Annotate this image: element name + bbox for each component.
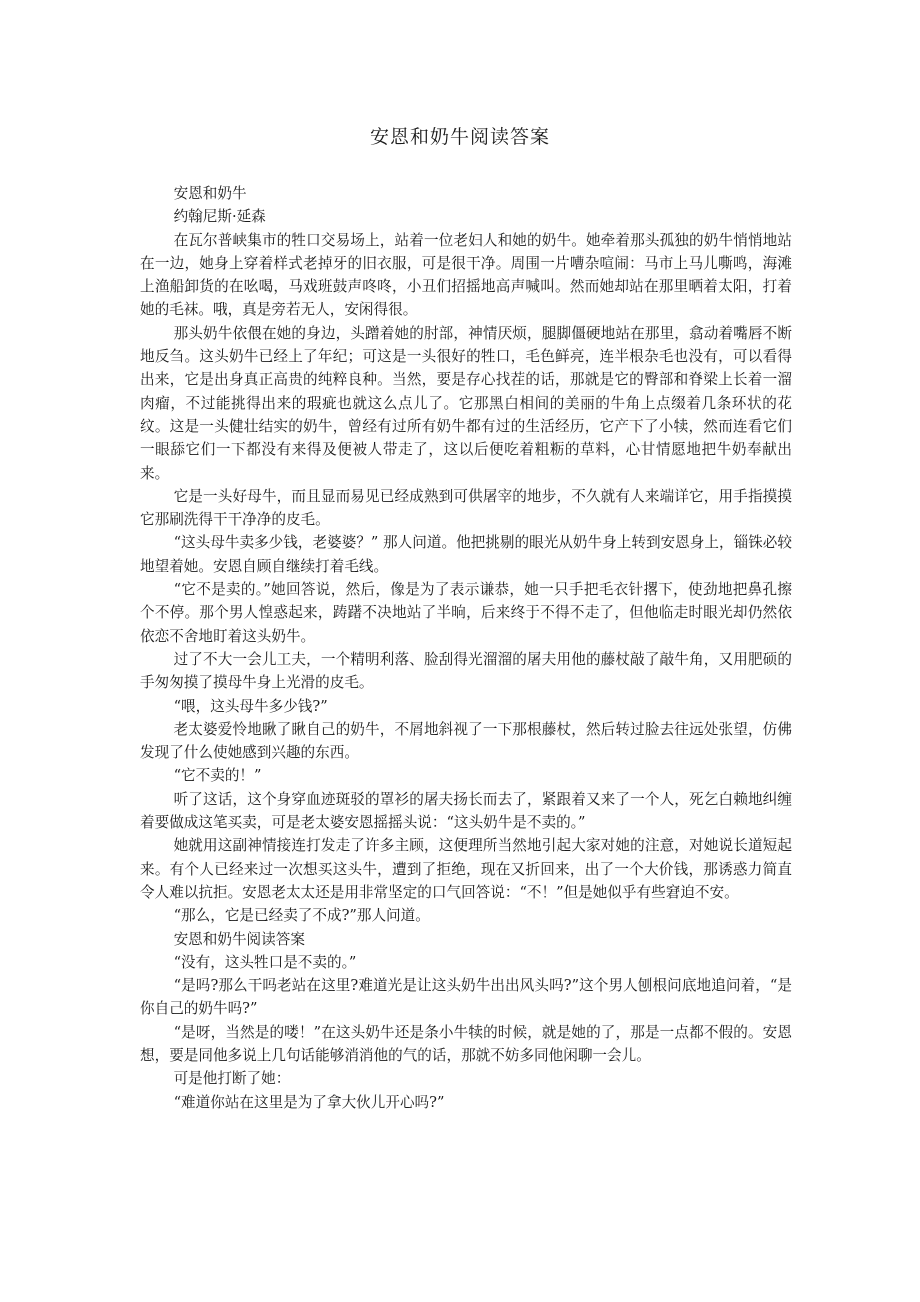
paragraph: 老太婆爱怜地瞅了瞅自己的奶牛，不屑地斜视了一下那根藤杖，然后转过脸去往远处张望，仿佛发现了什么使她感到兴趣的东西。 bbox=[140, 720, 792, 762]
paragraph: 那头奶牛依偎在她的身边，头蹭着她的肘部，神情厌烦，腿脚僵硬地站在那里，翕动着嘴唇不断地反刍。这头奶牛已经上了年纪；可这是一头很好的牲口，毛色鲜亮，连半根杂毛也没有，可以看得出来，它是出身真正高贵的纯粹良种。当然，要是存心找茬的话，那就是它的臀部和脊梁上长着一溜肉瘤，不过能挑得出来的瑕疵也就这么点儿了。它那黑白相间的美丽的牛角上点缀着几条环状的花纹。这是一头健壮结实的奶牛，曾经有过所有奶牛都有过的生活经历，它产下了小犊，然而连看它们一眼舔它们一下都没有来得及便被人带走了，这以后便吃着粗粝的草料，心甘情愿地把牛奶奉献出来。 bbox=[140, 324, 792, 482]
paragraph: 安恩和奶牛阅读答案 bbox=[173, 930, 305, 948]
paragraph: “它不是卖的。”她回答说，然后，像是为了表示谦恭，她一只手把毛衣针撂下，使劲地把鼻孔擦个不停。那个男人惶惑起来，踌躇不决地站了半晌，后来终于不得不走了，但他临走时眼光却仍然依依恋不舍地盯着这头奶牛。 bbox=[140, 581, 792, 645]
paragraph: “是呀，当然是的喽！”在这头奶牛还是条小牛犊的时候，就是她的了，那是一点都不假的。安恩想，要是同他多说上几句话能够消消他的气的话，那就不妨多同他闲聊一会儿。 bbox=[140, 1023, 792, 1064]
paragraph: “这头母牛卖多少钱，老婆婆？” 那人问道。他把挑剔的眼光从奶牛身上转到安恩身上，锱铢必较地望着她。安恩自顾自继续打着毛线。 bbox=[140, 534, 792, 575]
article-title: 安恩和奶牛 bbox=[173, 185, 247, 202]
paragraph: “没有，这头牲口是不卖的。” bbox=[173, 953, 357, 971]
paragraph: 它是一头好母牛，而且显而易见已经成熟到可供屠宰的地步，不久就有人来端详它，用手指摸摸它那刷洗得干干净净的皮毛。 bbox=[140, 487, 792, 529]
paragraph: 过了不大一会儿工夫，一个精明利落、脸刮得光溜溜的屠夫用他的藤杖敲了敲牛角，又用肥硕的手匆匆摸了摸母牛身上光滑的皮毛。 bbox=[140, 650, 792, 692]
article-body bbox=[140, 182, 792, 1114]
paragraph: “它不卖的！” bbox=[173, 767, 262, 785]
paragraph: “难道你站在这里是为了拿大伙儿开心吗?” bbox=[173, 1093, 445, 1111]
paragraph: 听了这话，这个身穿血迹斑驳的罩衫的屠夫扬长而去了，紧跟着又来了一个人，死乞白赖地纠缠着要做成这笔买卖，可是老太婆安恩摇摇头说：“这头奶牛是不卖的。” bbox=[140, 790, 792, 832]
paragraph: 她就用这副神情接连打发走了许多主顾，这便理所当然地引起大家对她的注意，对她说长道短起来。有个人已经来过一次想买这头牛，遭到了拒绝，现在又折回来，出了一个大价钱，那诱惑力简直令人难以抗拒。安恩老太太还是用非常坚定的口气回答说：“不！”但是她似乎有些窘迫不安。 bbox=[140, 837, 792, 901]
article-author: 约翰尼斯·延森 bbox=[173, 208, 266, 226]
page-title: 安恩和奶牛阅读答案 bbox=[369, 126, 550, 148]
paragraph: 在瓦尔普峡集市的牲口交易场上，站着一位老妇人和她的奶牛。她牵着那头孤独的奶牛悄悄地站在一边，她身上穿着样式老掉牙的旧衣服，可是很干净。周围一片嘈杂喧闹：马市上马儿嘶鸣，海滩上渔船卸货的在吆喝，马戏班鼓声咚咚，小丑们招摇地高声喊叫。然而她却站在那里晒着太阳，打着她的毛袜。哦，真是旁若无人，安闲得很。 bbox=[140, 231, 792, 319]
paragraph: “那么，它是已经卖了不成?”那人问道。 bbox=[173, 907, 430, 925]
paragraph: 可是他打断了她： bbox=[173, 1070, 291, 1088]
paragraph: “是吗?那么干吗老站在这里?难道光是让这头奶牛出出风头吗?”这个男人刨根问底地追问着，“是你自己的奶牛吗?” bbox=[140, 977, 792, 1018]
paragraph: “喂，这头母牛多少钱?” bbox=[173, 697, 328, 715]
